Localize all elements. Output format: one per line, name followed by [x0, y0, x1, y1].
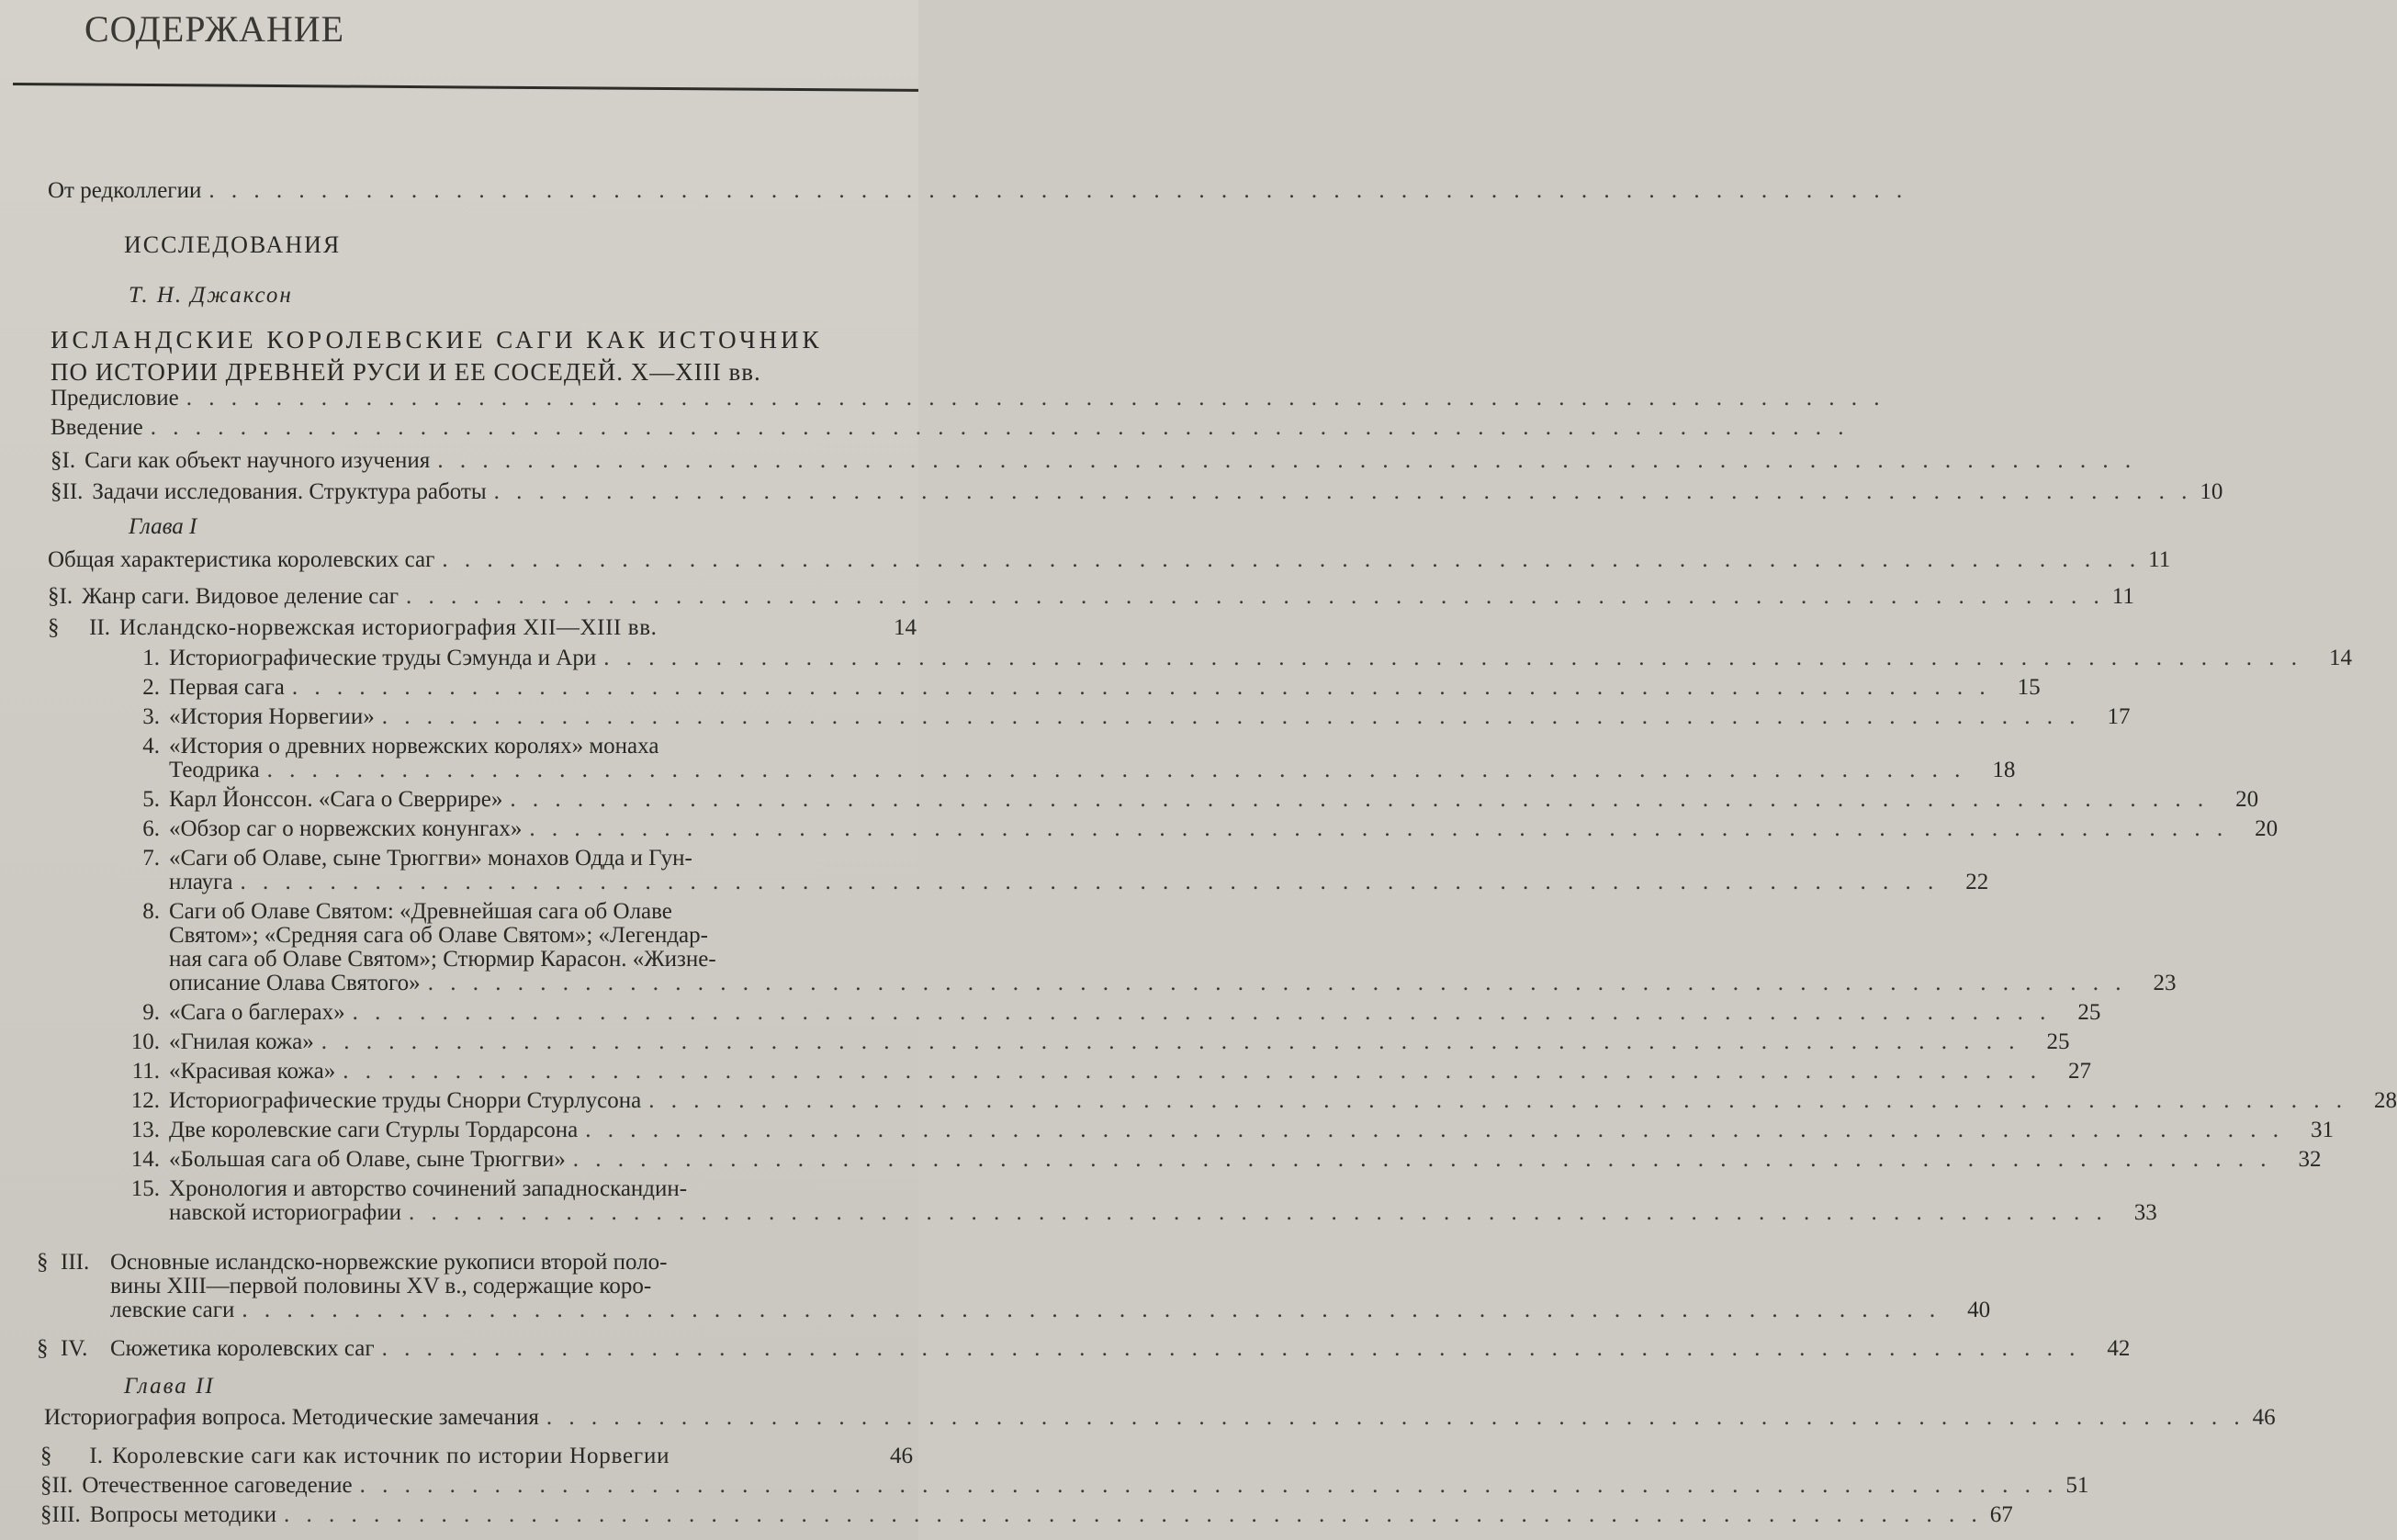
item-number: 3.	[142, 704, 160, 729]
page-number: 10	[2200, 479, 2223, 504]
page-number: 40	[1967, 1298, 1991, 1322]
leader-dots	[267, 759, 1966, 782]
item-number: 11.	[131, 1059, 160, 1084]
page-number: 20	[2235, 787, 2259, 812]
page-number: 17	[2107, 704, 2131, 729]
entry-text: «История Норвегии»	[169, 704, 375, 729]
page-number: 14	[894, 615, 917, 640]
leader-dots	[241, 871, 1940, 894]
entry-text: Отечественное саговедение	[82, 1473, 353, 1498]
chapter-1-label: Глава I	[129, 514, 197, 539]
subsection-item	[129, 734, 2016, 782]
leader-dots	[284, 1502, 1983, 1528]
page-number: 25	[2046, 1029, 2070, 1054]
leader-dots	[292, 676, 1991, 700]
page-number: 33	[2133, 1200, 2157, 1225]
leader-dots	[353, 1001, 2052, 1025]
section-number: I.	[62, 448, 76, 473]
page-number: 22	[1965, 870, 1989, 894]
item-line	[169, 759, 2015, 782]
entry-text: Введение	[51, 415, 143, 440]
leader-dots	[382, 705, 2081, 729]
section-mark: §	[40, 1502, 52, 1527]
leader-dots	[343, 1060, 2042, 1084]
item-number: 2.	[142, 675, 160, 700]
item-number: 14.	[130, 1147, 160, 1172]
leader-dots	[546, 1405, 2245, 1431]
section-item	[37, 1250, 1991, 1322]
item-line	[169, 1118, 2334, 1142]
subsection-item	[129, 1088, 2397, 1113]
entry-text: «Сага о баглерах»	[169, 1000, 345, 1025]
item-line	[169, 735, 2015, 759]
subsection-item	[129, 675, 2041, 700]
item-number: 4.	[142, 734, 160, 759]
leader-dots	[510, 788, 2209, 812]
item-number: 1.	[142, 646, 160, 670]
toc-entry-intro-section-2	[51, 479, 2223, 505]
entry-text: Основные исландско-норвежские рукописи второй поло-	[110, 1250, 668, 1275]
item-line	[169, 847, 1988, 871]
heading-rule	[13, 83, 918, 92]
item-line	[169, 1148, 2322, 1172]
entry-text: Вопросы методики	[89, 1502, 276, 1527]
entry-text: «Красивая кожа»	[169, 1059, 336, 1084]
page-number: 67	[1989, 1502, 2013, 1527]
subsection-item	[129, 1029, 2070, 1054]
book-title-line-1: ИСЛАНДСКИЕ КОРОЛЕВСКИЕ САГИ КАК ИСТОЧНИК	[51, 326, 823, 354]
leader-dots	[382, 1337, 2081, 1361]
entry-text: «Большая сага об Олаве, сыне Трюггви»	[169, 1147, 566, 1172]
item-number: 5.	[142, 787, 160, 812]
page-number: 46	[2252, 1405, 2276, 1430]
section-mark: §	[48, 615, 60, 640]
leader-dots	[603, 646, 2302, 670]
page-number: 28	[2374, 1088, 2397, 1113]
item-body	[169, 1148, 2322, 1172]
entry-text: Задачи исследования. Структура работы	[92, 479, 487, 504]
item-line	[169, 705, 2130, 729]
item-line	[169, 1001, 2100, 1025]
item-line	[169, 1177, 2157, 1201]
entry-text: Сюжетика королевских саг	[110, 1336, 375, 1361]
leader-dots	[409, 1201, 2108, 1225]
entry-text: нлауга	[169, 870, 233, 894]
page-number: 42	[2107, 1336, 2131, 1361]
section-number: I.	[59, 584, 73, 609]
item-body	[169, 1030, 2069, 1054]
entry-text: навской историографии	[169, 1200, 401, 1225]
entry-text: Карл Йонссон. «Сага о Сверрире»	[169, 787, 503, 812]
leader-dots	[494, 479, 2193, 505]
item-body	[169, 705, 2130, 729]
subsection-item	[129, 816, 2279, 841]
entry-text: Исландско-норвежская историография XII—XIII вв.	[119, 615, 658, 640]
chapter-2-label: Глава II	[124, 1374, 215, 1399]
page-number: 15	[2017, 675, 2041, 700]
item-number: 12.	[130, 1088, 160, 1113]
entry-text: «Саги об Олаве, сыне Трюггви» монахов Одда и Гун-	[169, 846, 692, 871]
item-body	[169, 1001, 2100, 1025]
page-number: 20	[2255, 816, 2279, 841]
section-mark: §	[40, 1444, 52, 1468]
entry-text: Первая сага	[169, 675, 285, 700]
page-number: 46	[890, 1444, 913, 1468]
subsection-item	[129, 704, 2131, 729]
item-number: 9.	[142, 1000, 160, 1025]
entry-text: ная сага об Олаве Святом»; Стюрмир Карасон. «Жизне-	[169, 947, 716, 972]
entry-text: От редколлегии	[48, 178, 202, 203]
leader-dots	[437, 448, 2136, 474]
entry-text: Две королевские саги Стурлы Тордарсона	[169, 1118, 579, 1142]
section-number: I.	[89, 1444, 103, 1468]
toc-entry-intro-section-1	[51, 448, 917, 474]
leader-dots	[573, 1148, 2272, 1172]
section-mark: §	[51, 448, 62, 473]
page-number: 27	[2067, 1059, 2091, 1084]
item-body	[169, 646, 2352, 670]
entry-text: Хронология и авторство сочинений западноскандин-	[169, 1176, 688, 1201]
leader-dots	[151, 415, 1850, 441]
item-body	[169, 1177, 2157, 1225]
leader-dots	[428, 972, 2127, 995]
subsection-item	[129, 646, 2352, 670]
item-body	[169, 1060, 2091, 1084]
item-number: 6.	[142, 816, 160, 841]
toc-entry-editorial	[48, 178, 856, 204]
item-number: 7.	[142, 846, 160, 871]
entry-text: Историография вопроса. Методические замечания	[44, 1405, 539, 1430]
entry-text: Королевские саги как источник по истории Норвегии	[112, 1444, 670, 1468]
page-number: 11	[2111, 584, 2134, 609]
item-line	[169, 817, 2278, 841]
section-number: II.	[51, 1473, 73, 1498]
leader-dots	[242, 1298, 1941, 1322]
item-line	[169, 924, 2176, 948]
item-line	[169, 871, 1988, 894]
section-number: III.	[51, 1502, 81, 1527]
book-title-line-2: ПО ИСТОРИИ ДРЕВНЕЙ РУСИ И ЕЕ СОСЕДЕЙ. Х—XIII вв.	[51, 358, 761, 386]
leader-dots	[529, 817, 2228, 841]
leader-dots	[585, 1118, 2284, 1142]
item-number: 10.	[130, 1029, 160, 1054]
subsection-item	[129, 1000, 2101, 1025]
leader-dots	[321, 1030, 2020, 1054]
subsection-item	[129, 899, 2177, 995]
item-line	[169, 1030, 2069, 1054]
entry-text: левские саги	[110, 1298, 235, 1322]
entry-text: вины XIII—первой половины XV в., содержащие коро-	[110, 1274, 652, 1298]
entry-text: Предисловие	[51, 386, 179, 410]
entry-text: Саги как объект научного изучения	[84, 448, 431, 473]
entry-text: «Гнилая кожа»	[169, 1029, 314, 1054]
item-body	[169, 735, 2015, 782]
section-mark: §	[37, 1250, 49, 1275]
section-number: III.	[61, 1250, 90, 1275]
section-line	[110, 1275, 1990, 1298]
toc-entry-ch1-section-2	[48, 615, 917, 641]
section-body	[110, 1337, 2130, 1361]
entry-text: Историографические труды Снорри Стурлусона	[169, 1088, 642, 1113]
section-body	[110, 1251, 1990, 1322]
entry-text: Общая характеристика королевских саг	[48, 547, 435, 572]
entry-text: Святом»; «Средняя сага об Олаве Святом»; «Легендар-	[169, 923, 708, 948]
author-name: Т. Н. Джаксон	[129, 283, 293, 308]
toc-entry-ch2-section-1	[40, 1444, 913, 1469]
entry-text: описание Олава Святого»	[169, 971, 421, 995]
section-mark: §	[51, 479, 62, 504]
leader-dots	[360, 1473, 2059, 1499]
section-label: ИССЛЕДОВАНИЯ	[124, 231, 342, 258]
toc-entry-ch2-section-3	[40, 1502, 2013, 1528]
subsection-item	[129, 846, 1989, 894]
entry-text: «Обзор саг о норвежских конунгах»	[169, 816, 523, 841]
page-number: 25	[2077, 1000, 2101, 1025]
item-body	[169, 1118, 2334, 1142]
section-number: IV.	[61, 1336, 88, 1361]
section-line	[110, 1298, 1990, 1322]
page-heading: СОДЕРЖАНИЕ	[84, 8, 345, 50]
leader-dots	[208, 178, 1907, 204]
leader-dots	[186, 386, 1885, 411]
toc-entry-introduction	[51, 415, 859, 441]
section-number: II.	[62, 479, 84, 504]
item-number: 8.	[142, 899, 160, 924]
item-body	[169, 676, 2041, 700]
item-line	[169, 900, 2176, 924]
leader-dots	[406, 584, 2105, 610]
section-line	[110, 1251, 1990, 1275]
item-body	[169, 788, 2258, 812]
subsection-item	[129, 787, 2259, 812]
entry-text: «История о древних норвежских королях» монаха	[169, 734, 659, 759]
chapter-1-title	[48, 547, 2171, 573]
subsection-item	[129, 1118, 2335, 1142]
section-item	[37, 1336, 2131, 1361]
item-line	[169, 788, 2258, 812]
page-number: 14	[2328, 646, 2352, 670]
page-number: 32	[2298, 1147, 2322, 1172]
item-line	[169, 972, 2176, 995]
entry-text: Саги об Олаве Святом: «Древнейшая сага об Олаве	[169, 899, 672, 924]
leader-dots	[442, 547, 2141, 573]
leader-dots	[648, 1089, 2347, 1113]
subsection-item	[129, 1176, 2157, 1225]
entry-text: Теодрика	[169, 758, 260, 782]
item-body	[169, 1089, 2397, 1113]
entry-text: Жанр саги. Видовое деление саг	[82, 584, 400, 609]
page-number: 11	[2148, 547, 2171, 572]
entry-text: Историографические труды Сэмунда и Ари	[169, 646, 597, 670]
page-number: 51	[2065, 1473, 2089, 1498]
page-number: 18	[1992, 758, 2016, 782]
subsection-item	[129, 1059, 2091, 1084]
item-body	[169, 817, 2278, 841]
section-line	[110, 1337, 2130, 1361]
page-number: 31	[2311, 1118, 2335, 1142]
item-line	[169, 676, 2041, 700]
section-mark: §	[40, 1473, 52, 1498]
section-mark: §	[48, 584, 60, 609]
item-body	[169, 847, 1988, 894]
item-line	[169, 1201, 2157, 1225]
subsection-item	[129, 1147, 2322, 1172]
item-number: 13.	[130, 1118, 160, 1142]
toc-entry-preface	[51, 386, 859, 411]
item-line	[169, 1089, 2397, 1113]
item-number: 15.	[130, 1176, 160, 1201]
chapter-2-title	[44, 1405, 2276, 1431]
item-body	[169, 900, 2176, 995]
item-line	[169, 1060, 2091, 1084]
page-number: 23	[2153, 971, 2177, 995]
toc-entry-ch1-section-1	[48, 584, 2134, 610]
toc-entry-ch2-section-2	[40, 1473, 2089, 1499]
section-mark: §	[37, 1336, 49, 1361]
item-line	[169, 948, 2176, 972]
section-number: II.	[89, 615, 110, 640]
item-line	[169, 646, 2352, 670]
